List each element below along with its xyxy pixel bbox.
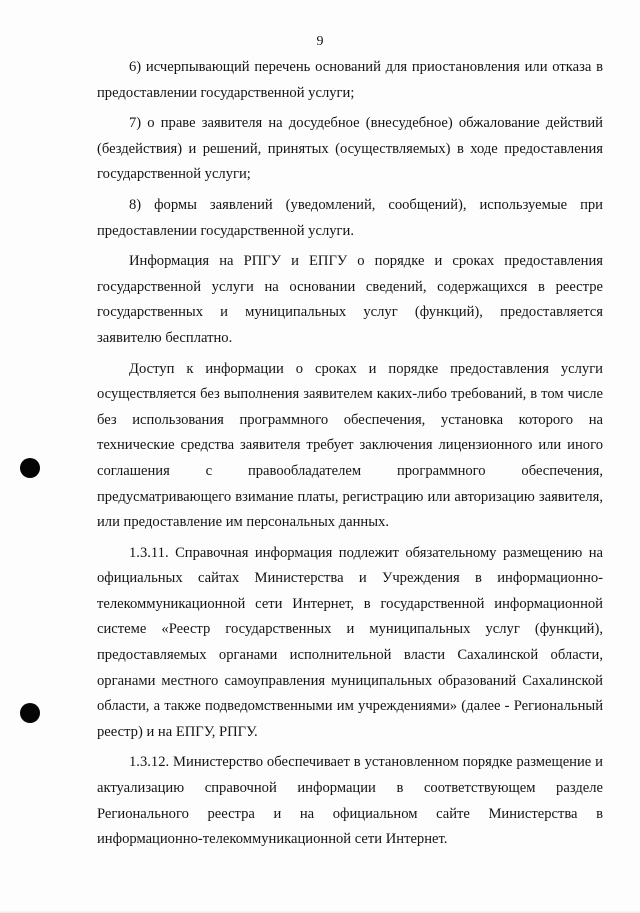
paragraph-1-3-11: 1.3.11. Справочная информация подлежит обязательному размещению на официальных сайтах Министерства и Учреждения в информационно-телекоммуникационной сети Интернет, в государственной информационной системе «Реестр государственных и муниципальных услуг (функций), предоставляемых органами исполнительной власти Сахалинской области, органами местного самоуправления муниципальных образований Сахалинской области, а также подведомственными им учреждениями» (далее - Региональный реестр) и на ЕПГУ, РПГУ.: [97, 544, 603, 740]
document-body: [97, 55, 603, 858]
paragraph-list-item-7: 7) о праве заявителя на досудебное (внесудебное) обжалование действий (бездействия) и решений, принятых (осуществляемых) в ходе предоставления государственной услуги;: [97, 115, 603, 183]
punch-hole-icon: [20, 703, 40, 723]
paragraph-list-item-8: 8) формы заявлений (уведомлений, сообщений), используемые при предоставлении государственной услуги.: [97, 196, 603, 239]
paragraph-list-item-6: 6) исчерпывающий перечень оснований для приостановления или отказа в предоставлении государственной услуги;: [97, 59, 603, 101]
paragraph-access-info: Доступ к информации о сроках и порядке предоставления услуги осуществляется без выполнения заявителем каких-либо требований, в том числе без использования программного обеспечения, установка которого на технические средства заявителя требует заключения лицензионного или иного соглашения с правообладателем программного обеспечения, предусматривающего взимание платы, регистрацию или авторизацию заявителя, или предоставление им персональных данных.: [97, 360, 603, 531]
paragraph-info-free: Информация на РПГУ и ЕПГУ о порядке и сроках предоставления государственной услуги на основании сведений, содержащихся в реестре государственных и муниципальных услуг (функций), предоставляется заявителю бесплатно.: [97, 253, 603, 346]
page-number: 9: [316, 34, 324, 49]
paragraph-1-3-12: 1.3.12. Министерство обеспечивает в установленном порядке размещение и актуализацию справочной информации в соответствующем разделе Регионального реестра и на официальном сайте Министерства в информационно-телекоммуникационной сети Интернет.: [97, 754, 603, 848]
punch-hole-icon: [20, 458, 40, 478]
